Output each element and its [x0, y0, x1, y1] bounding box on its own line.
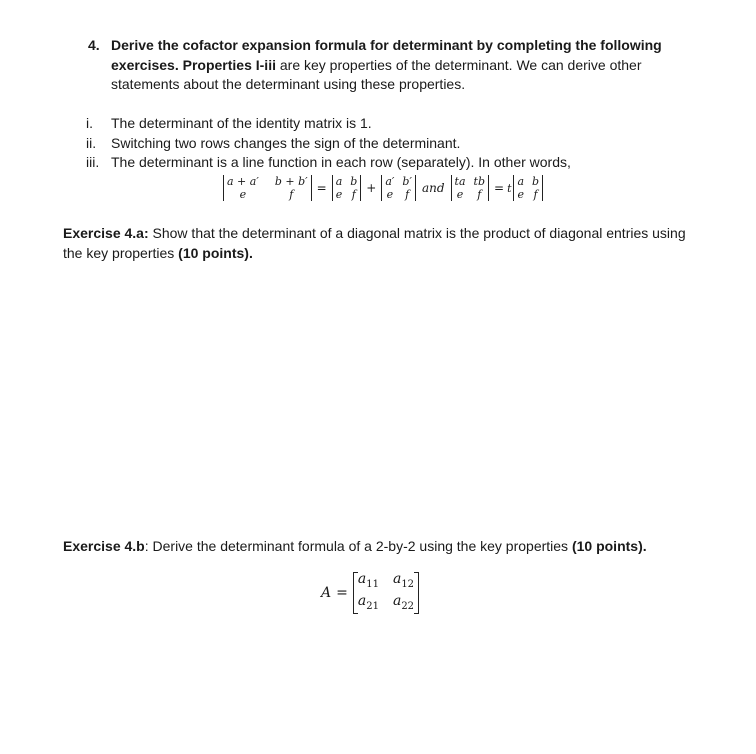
linearity-formula	[221, 173, 545, 203]
exercise-4a-text: Show that the determinant of a diagonal matrix is the product of diagonal entries using the key properties	[63, 225, 686, 261]
exercise-4a-points: (10 points).	[178, 244, 253, 261]
exercise-4b-points: (10 points).	[571, 538, 647, 554]
matrix-entry-a22: $a_{22}$	[392, 593, 415, 612]
exercise-4a-label: Exercise 4.a:	[63, 225, 149, 241]
matrix-entry-a12: $a_{12}$	[392, 571, 415, 590]
det-entry: e	[386, 188, 394, 201]
property-item	[86, 114, 686, 134]
det-entry: e	[456, 188, 464, 201]
det-entry: f	[533, 188, 538, 201]
and-word: and	[421, 181, 445, 195]
scalar-t: t	[507, 181, 512, 195]
property-item	[86, 153, 686, 173]
determinant-sum-rows	[223, 175, 312, 201]
question-4	[88, 36, 678, 95]
det-entry: a′	[385, 175, 395, 188]
det-entry: b	[350, 175, 358, 188]
plus-sign: +	[366, 181, 377, 195]
question-number: 4.	[88, 37, 100, 53]
det-entry: f	[351, 188, 356, 201]
det-entry: e	[335, 188, 343, 201]
det-entry: b + b′	[274, 175, 308, 188]
det-entry: a + a′	[227, 175, 259, 188]
property-item	[86, 134, 686, 154]
determinant-a-prime	[381, 175, 416, 201]
det-entry: ta	[454, 175, 466, 188]
det-entry: b	[532, 175, 540, 188]
property-number: iii.	[86, 154, 100, 170]
det-entry: f	[289, 188, 294, 201]
properties-list	[86, 114, 686, 173]
question-text	[111, 36, 678, 95]
property-number: i.	[86, 115, 93, 131]
matrix-definition	[321, 571, 419, 612]
matrix-entry-a11: $a_{11}$	[357, 571, 379, 590]
property-text: The determinant is a line function in each row (separately). In other words,	[111, 154, 571, 170]
property-number: ii.	[86, 134, 97, 151]
determinant-ab	[332, 175, 362, 201]
equals-sign: =	[336, 585, 348, 601]
question-bold-intro: Derive the cofactor expansion formula for determinant by completing the following exercises. Properties I-iii	[111, 37, 662, 73]
equals-sign: =	[316, 181, 327, 195]
matrix-2x2	[353, 572, 419, 614]
property-text: The determinant of the identity matrix is 1.	[111, 115, 372, 131]
det-entry: tb	[473, 175, 485, 188]
matrix-name: A	[321, 585, 332, 601]
det-entry: e	[517, 188, 525, 201]
exercise-4b-label: Exercise 4.b	[63, 538, 145, 554]
determinant-ab-scaled-result	[513, 175, 543, 201]
property-text: Switching two rows changes the sign of the determinant.	[111, 134, 461, 151]
determinant-scaled	[451, 175, 489, 201]
det-entry: f	[405, 188, 410, 201]
det-entry: e	[239, 188, 247, 201]
matrix-entry-a21: $a_{21}$	[357, 593, 379, 612]
det-entry: b′	[402, 175, 412, 188]
det-entry: f	[477, 188, 482, 201]
exercise-4b-text: : Derive the determinant formula of a 2-by-2 using the key properties	[144, 538, 572, 554]
exercise-4b	[63, 537, 693, 557]
det-entry: a	[335, 175, 343, 188]
equals-sign: =	[494, 181, 505, 195]
question-rest: are key properties of the determinant. We can derive other statements about the determinant using these properties.	[111, 56, 642, 92]
exercise-4a	[63, 224, 693, 263]
det-entry: a	[517, 175, 525, 188]
